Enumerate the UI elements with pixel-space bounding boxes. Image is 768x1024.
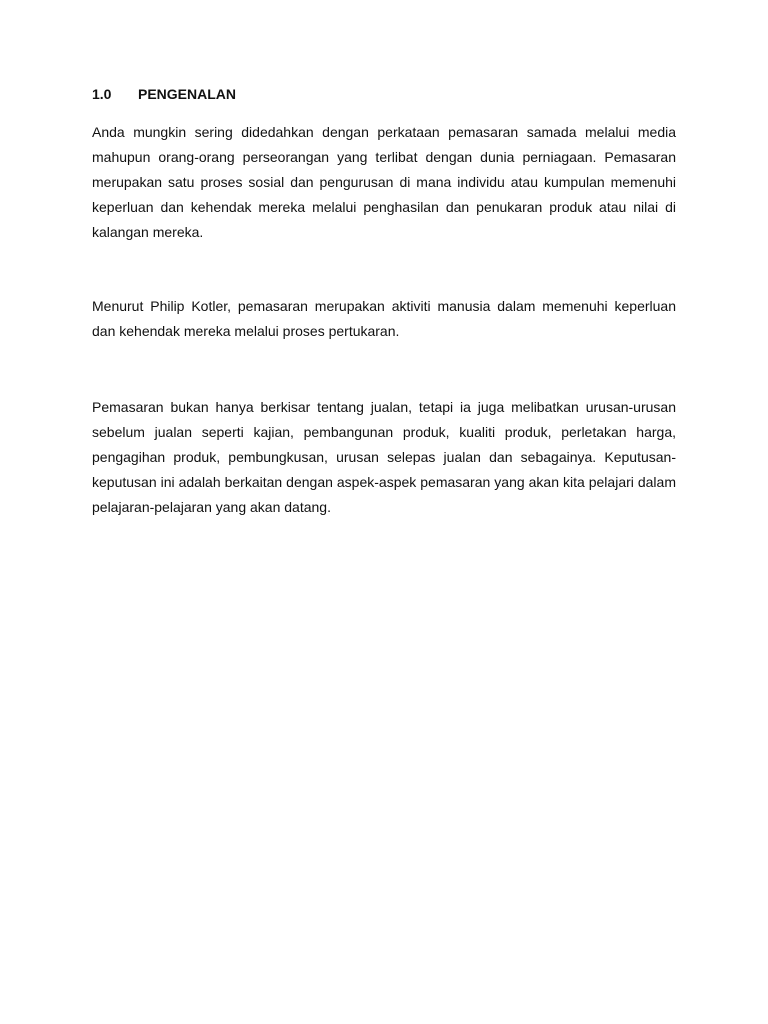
section-title: PENGENALAN: [138, 86, 237, 102]
section-heading: [92, 85, 236, 103]
paragraph-marketing-scope: Pemasaran bukan hanya berkisar tentang jualan, tetapi ia juga melibatkan urusan-urusan sebelum jualan seperti kajian, pembangunan produk, kualiti produk, perletakan harga, pengagihan produk, pembungkusan, urusan selepas jualan dan sebagainya. Keputusan-keputusan ini adalah berkaitan dengan aspek-aspek pemasaran yang akan kita pelajari dalam pelajaran-pelajaran yang akan datang.: [92, 399, 676, 515]
section-number: 1.0: [92, 86, 112, 102]
paragraph-kotler-definition: Menurut Philip Kotler, pemasaran merupakan aktiviti manusia dalam memenuhi keperluan dan kehendak mereka melalui proses pertukaran.: [92, 298, 676, 339]
paragraph-introduction: Anda mungkin sering didedahkan dengan perkataan pemasaran samada melalui media mahupun orang-orang perseorangan yang terlibat dengan dunia perniagaan. Pemasaran merupakan satu proses sosial dan pengurusan di mana individu atau kumpulan memenuhi keperluan dan kehendak mereka melalui penghasilan dan penukaran produk atau nilai di kalangan mereka.: [92, 124, 676, 240]
